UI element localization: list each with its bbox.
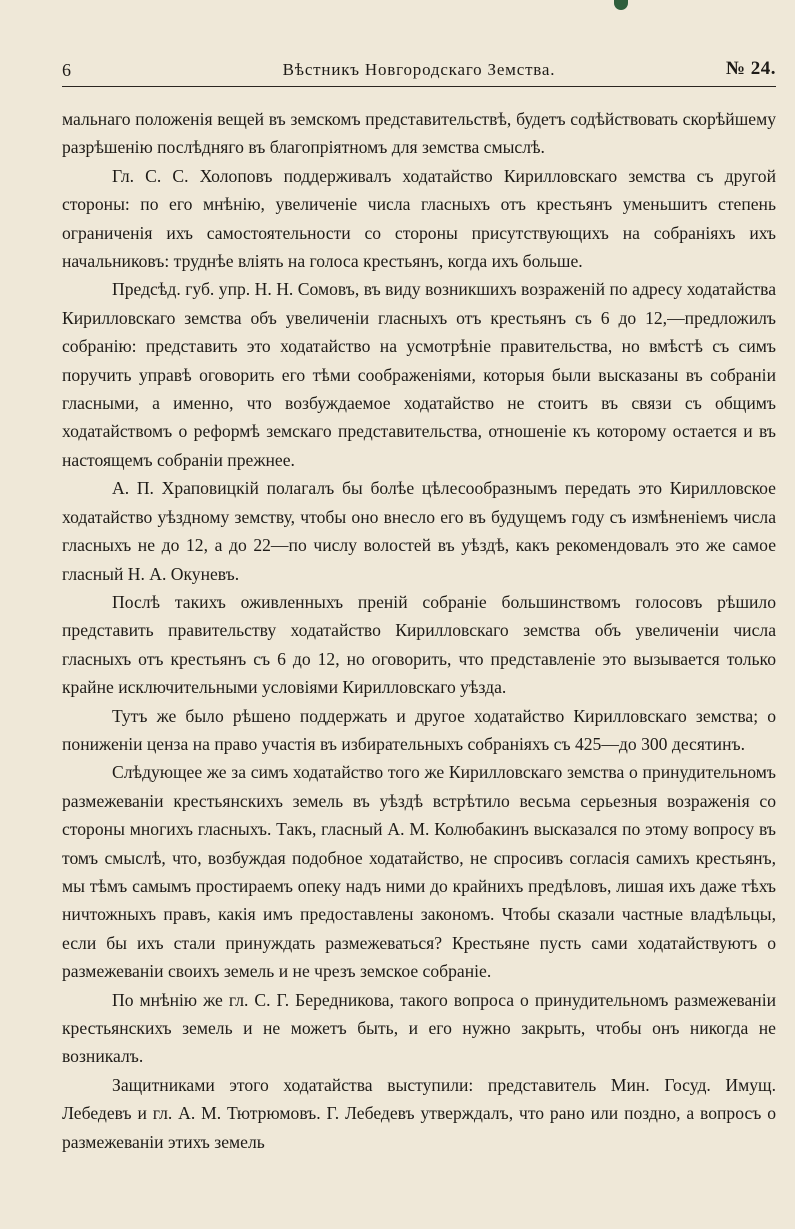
issue-number: № 24.: [725, 58, 776, 79]
paragraph: А. П. Храповицкій полагалъ бы болѣе цѣлесообразнымъ передать это Кирилловское ходатайство уѣздному земству, чтобы оно внесло его въ будущемъ году съ измѣненіемъ числа гласныхъ не до 12, а до 22—по числу волостей въ уѣздѣ, какъ рекомендовалъ это же самое гласный Н. А. Окуневъ.: [62, 478, 776, 584]
paragraph: Слѣдующее же за симъ ходатайство того же Кирилловскаго земства о принудительномъ размежеваніи крестьянскихъ земель въ уѣздѣ встрѣтило весьма серьезныя возраженія со стороны многихъ гласныхъ. Такъ, гласный А. М. Колюбакинъ высказался по этому вопросу въ томъ смыслѣ, что, возбуждая подобное ходатайство, не спросивъ согласія самихъ крестьянъ, мы тѣмъ самымъ простираемъ опеку надъ ними до крайнихъ предѣловъ, лишая ихъ даже тѣхъ ничтожныхъ правъ, какія имъ предоставлены закономъ. Чтобы сказали частные владѣльцы, если бы ихъ стали принуждать размежеваться? Крестьяне пусть сами ходатайствуютъ о размежеваніи своихъ земель и не чрезъ земское собраніе.: [62, 762, 776, 982]
page: [62, 56, 776, 1156]
paragraph: Предсѣд. губ. упр. Н. Н. Сомовъ, въ виду возникшихъ возраженій по адресу ходатайства Кирилловскаго земства объ увеличеніи гласныхъ отъ крестьянъ съ 6 до 12,—предложилъ собранію: представить это ходатайство на усмотрѣніе правительства, но вмѣстѣ съ симъ поручить управѣ оговорить его тѣми соображеніями, которыя были высказаны въ собраніи гласными, а именно, что возбуждаемое ходатайство не стоитъ въ связи съ общимъ ходатайствомъ о реформѣ земскаго представительства, отношеніе къ которому остается и въ настоящемъ собраніи прежнее.: [62, 279, 776, 470]
page-number: 6: [62, 60, 72, 80]
paragraph: По мнѣнію же гл. С. Г. Бередникова, такого вопроса о принудительномъ размежеваніи крестьянскихъ земель и не можетъ быть, и его нужно закрыть, чтобы онъ никогда не возникалъ.: [62, 989, 776, 1067]
article-body: [62, 105, 776, 1156]
header-rule: [62, 86, 776, 87]
journal-title: Вѣстникъ Новгородскаго Земства.: [282, 60, 556, 79]
paragraph: Гл. С. С. Холоповъ поддерживалъ ходатайство Кирилловскаго земства съ другой стороны: по его мнѣнію, увеличеніе числа гласныхъ отъ крестьянъ уменьшитъ степень ограниченія ихъ самостоятельности со стороны присутствующихъ на собраніяхъ ихъ начальниковъ: труднѣе вліять на голоса крестьянъ, когда ихъ больше.: [62, 165, 776, 272]
library-tab-mark: [614, 0, 628, 10]
paragraph: Послѣ такихъ оживленныхъ преній собраніе большинствомъ голосовъ рѣшило представить правительству ходатайство Кирилловскаго земства объ увеличеніи числа гласныхъ отъ крестьянъ съ 6 до 12, но оговорить, что представленіе это вызывается только крайне исключительными условіями Кирилловскаго уѣзда.: [62, 591, 776, 698]
paragraph: мальнаго положенія вещей въ земскомъ представительствѣ, будетъ содѣйствовать скорѣйшему разрѣшенію послѣдняго въ благопріятномъ для земства смыслѣ.: [62, 109, 776, 158]
paragraph: Тутъ же было рѣшено поддержать и другое ходатайство Кирилловскаго земства; о пониженіи ценза на право участія въ избирательныхъ собраніяхъ съ 425—до 300 десятинъ.: [62, 705, 776, 754]
paragraph: Защитниками этого ходатайства выступили: представитель Мин. Госуд. Имущ. Лебедевъ и гл. А. М. Тютрюмовъ. Г. Лебедевъ утверждалъ, что рано или поздно, а вопросъ о размежеваніи этихъ земель: [62, 1074, 776, 1152]
running-header: [62, 56, 776, 84]
